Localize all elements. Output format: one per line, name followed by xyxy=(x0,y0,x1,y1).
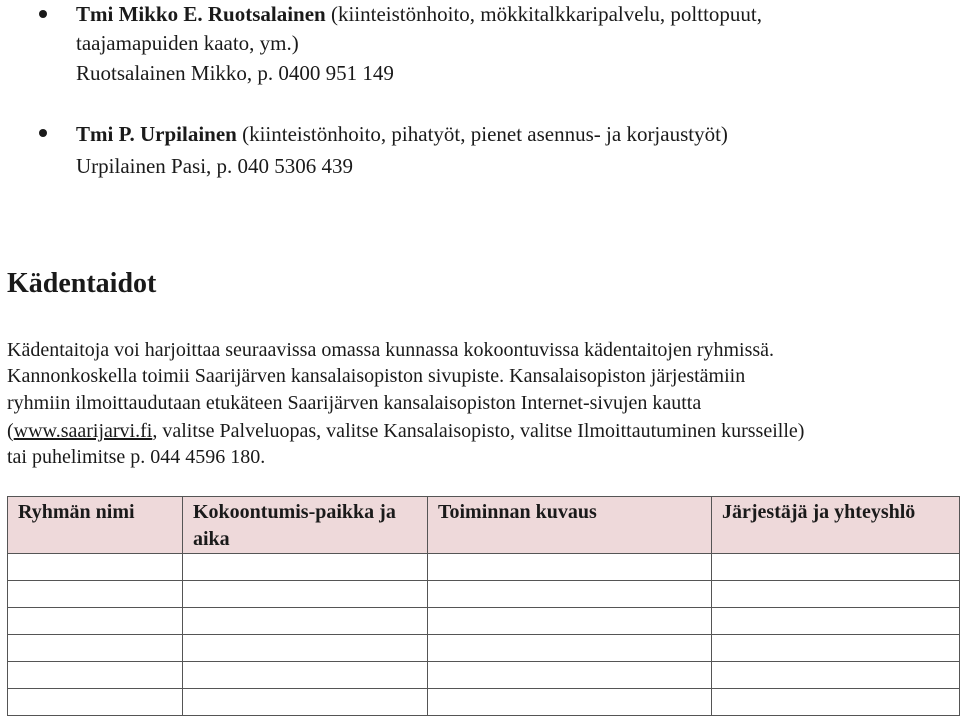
table-cell xyxy=(428,554,712,581)
groups-table xyxy=(7,496,960,716)
table-cell xyxy=(428,662,712,689)
saarijarvi-link[interactable]: www.saarijarvi.fi xyxy=(13,420,153,442)
bullet-dot-icon xyxy=(39,10,47,18)
paragraph-line: ryhmiin ilmoittaudutaan etukäteen Saarijärven kansalaisopiston Internet-sivujen kautta xyxy=(7,392,702,414)
table-cell xyxy=(183,608,428,635)
table-row xyxy=(8,662,960,689)
table-cell xyxy=(8,635,183,662)
company-description: (kiinteistönhoito, pihatyöt, pienet asennus- ja korjaustyöt) xyxy=(236,122,728,146)
table-cell xyxy=(712,689,960,716)
table-header-row xyxy=(8,497,960,554)
table-cell xyxy=(8,662,183,689)
company-name: Tmi Mikko E. Ruotsalainen xyxy=(76,2,326,26)
paragraph-line: Kannonkoskella toimii Saarijärven kansalaisopiston sivupiste. Kansalaisopiston järjestämiin xyxy=(7,365,746,387)
table-cell xyxy=(183,635,428,662)
table-cell xyxy=(712,662,960,689)
table-cell xyxy=(183,662,428,689)
table-cell xyxy=(8,689,183,716)
table-cell xyxy=(428,689,712,716)
paren-open: ( xyxy=(7,420,14,442)
table-row xyxy=(8,608,960,635)
table-cell xyxy=(712,554,960,581)
table-cell xyxy=(428,608,712,635)
paragraph-line xyxy=(7,418,804,444)
table-cell xyxy=(8,608,183,635)
section-heading: Kädentaidot xyxy=(7,268,157,299)
table-row xyxy=(8,581,960,608)
table-cell xyxy=(712,581,960,608)
header-meeting-place: Kokoontumis-paikka ja aika xyxy=(183,497,428,554)
company-description: (kiinteistönhoito, mökkitalkkaripalvelu, polttopuut, xyxy=(325,2,763,26)
table-cell xyxy=(183,581,428,608)
company-description-cont: taajamapuiden kaato, ym.) xyxy=(76,31,299,55)
bullet-dot-icon xyxy=(39,129,47,137)
table-row xyxy=(8,554,960,581)
bullet-line-1 xyxy=(76,121,728,147)
header-group-name: Ryhmän nimi xyxy=(8,497,183,554)
company-contact: Ruotsalainen Mikko, p. 0400 951 149 xyxy=(76,61,394,85)
header-activity-description: Toiminnan kuvaus xyxy=(428,497,712,554)
table-cell xyxy=(8,581,183,608)
table-cell xyxy=(183,554,428,581)
bullet-line-1 xyxy=(76,1,762,27)
table-cell xyxy=(428,635,712,662)
header-organizer-contact: Järjestäjä ja yhteyshlö xyxy=(712,497,960,554)
table-row xyxy=(8,689,960,716)
company-name: Tmi P. Urpilainen xyxy=(76,122,237,146)
table-cell xyxy=(428,581,712,608)
link-suffix-text: , valitse Palveluopas, valitse Kansalaisopisto, valitse Ilmoittautuminen kursseille) xyxy=(152,420,805,442)
table-cell xyxy=(8,554,183,581)
table-cell xyxy=(712,635,960,662)
table-cell xyxy=(712,608,960,635)
company-contact: Urpilainen Pasi, p. 040 5306 439 xyxy=(76,154,354,178)
table-row xyxy=(8,635,960,662)
table-cell xyxy=(183,689,428,716)
paragraph-line: Kädentaitoja voi harjoittaa seuraavissa omassa kunnassa kokoontuvissa kädentaitojen ryhmissä. xyxy=(7,339,775,361)
paragraph-line: tai puhelimitse p. 044 4596 180. xyxy=(7,446,266,468)
